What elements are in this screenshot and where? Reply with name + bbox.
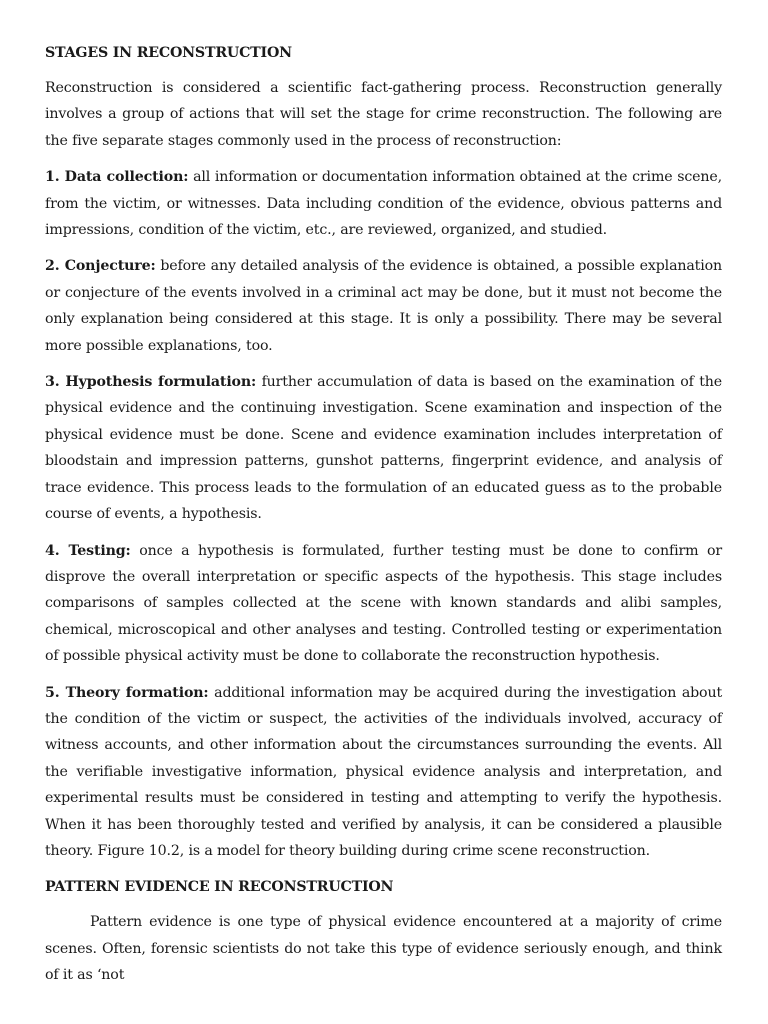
section-heading-pattern-evidence: PATTERN EVIDENCE IN RECONSTRUCTION bbox=[45, 879, 394, 896]
stage-paragraph-2 bbox=[45, 253, 722, 359]
stage-paragraph-5 bbox=[45, 680, 722, 865]
intro-paragraph: Reconstruction is considered a scientific fact-gathering process. Reconstruction generally involves a group of actions that will set the stage for crime reconstruction. The following are the five separate stages commonly used in the process of reconstruction: bbox=[45, 80, 722, 149]
stage-title-2: 2. Conjecture: bbox=[45, 258, 156, 275]
stage-title-4: 4. Testing: bbox=[45, 542, 131, 559]
stage-paragraph-3 bbox=[45, 369, 722, 527]
stage-text-5: additional information may be acquired during the investigation about the condition of the victim or suspect, the activities of the individuals involved, accuracy of witness accounts, and other information about the circumstances surrounding the events. All the verifiable investigative information, physical evidence analysis and interpretation, and experimental results must be considered in testing and attempting to verify the hypothesis. When it has been thoroughly tested and verified by analysis, it can be considered a plausible theory. Figure 10.2, is a model for theory building during crime scene reconstruction. bbox=[45, 684, 722, 859]
stage-paragraph-4 bbox=[45, 538, 722, 670]
stage-title-5: 5. Theory formation: bbox=[45, 684, 209, 701]
stage-text-3: further accumulation of data is based on the examination of the physical evidence and the continuing investigation. Scene examination and inspection of the physical evidence must be done. Scene and evidence examination includes interpretation of bloodstain and impression patterns, gunshot patterns, fingerprint evidence, and analysis of trace evidence. This process leads to the formulation of an educated guess as to the probable course of events, a hypothesis. bbox=[45, 374, 722, 523]
stage-text-4: once a hypothesis is formulated, further testing must be done to confirm or disprove the overall interpretation or specific aspects of the hypothesis. This stage includes comparisons of samples collected at the scene with known standards and alibi samples, chemical, microscopical and other analyses and testing. Controlled testing or experimentation of possible physical activity must be done to collaborate the reconstruction hypothesis. bbox=[45, 542, 722, 665]
stage-title-1: 1. Data collection: bbox=[45, 169, 189, 186]
stage-title-3: 3. Hypothesis formulation: bbox=[45, 374, 257, 391]
closing-paragraph: Pattern evidence is one type of physical evidence encountered at a majority of crime scenes. Often, forensic scientists do not take this type of evidence seriously enough, and think of it as ‘not bbox=[45, 914, 722, 984]
document-page bbox=[45, 40, 722, 989]
stage-text-2: before any detailed analysis of the evidence is obtained, a possible explanation or conjecture of the events involved in a criminal act may be done, but it must not become the only explanation being considered at this stage. It is only a possibility. There may be several more possible explanations, too. bbox=[45, 258, 722, 354]
stage-text-1: all information or documentation information obtained at the crime scene, from the victim, or witnesses. Data including condition of the evidence, obvious patterns and impressions, condition of the victim, etc., are reviewed, organized, and studied. bbox=[45, 169, 722, 239]
stage-paragraph-1 bbox=[45, 164, 722, 243]
section-heading-stages: STAGES IN RECONSTRUCTION bbox=[45, 45, 292, 61]
